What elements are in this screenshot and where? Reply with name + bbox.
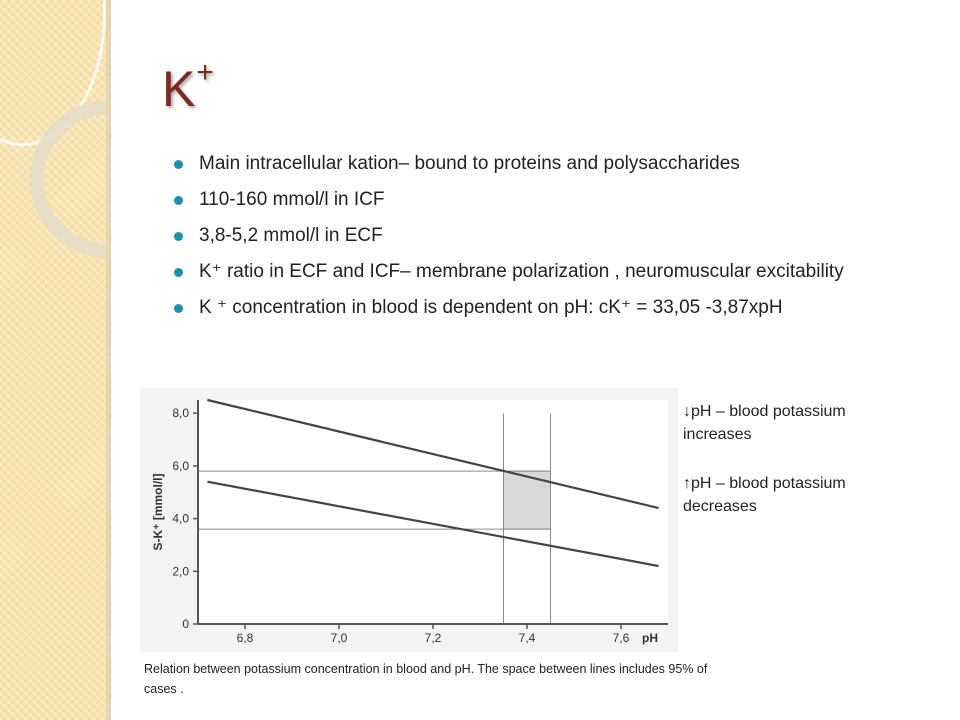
bullet-item: 3,8-5,2 mmol/l in ECF	[170, 222, 910, 249]
y-tick-label: 6,0	[172, 458, 189, 473]
bullet-item: K ⁺ concentration in blood is dependent on pH: cK⁺ = 33,05 -3,87xpH	[170, 294, 910, 321]
x-tick-label: 7,6	[612, 631, 630, 645]
x-tick-label: 7,4	[518, 631, 536, 645]
plot-area	[198, 400, 668, 624]
y-tick-label: 0	[182, 617, 189, 631]
bullet-list	[170, 150, 910, 330]
x-axis-label: pH	[642, 631, 658, 645]
y-tick-label: 8,0	[172, 406, 189, 421]
title-text: K	[162, 61, 197, 117]
y-tick-label: 4,0	[172, 511, 189, 526]
bullet-item: K⁺ ratio in ECF and ICF– membrane polarization , neuromuscular excitability	[170, 258, 910, 285]
decorative-side-strip	[0, 0, 106, 720]
chart-caption: Relation between potassium concentration in blood and pH. The space between lines includes 95% of cases .	[144, 662, 708, 696]
bullet-item: Main intracellular kation– bound to proteins and polysaccharides	[170, 150, 910, 177]
x-tick-label: 7,0	[330, 631, 348, 645]
y-tick-label: 2,0	[172, 564, 189, 579]
bullet-item: 110-160 mmol/l in ICF	[170, 186, 910, 213]
title-superscript: +	[196, 56, 215, 90]
note-ph-increase: ↑pH – blood potassium decreases	[683, 475, 846, 515]
x-tick-label: 6,8	[236, 631, 254, 645]
y-axis-label: S-K⁺ [mmol/l]	[151, 473, 165, 551]
slide-title	[162, 56, 215, 118]
x-tick-label: 7,2	[424, 631, 442, 645]
strip-divider	[106, 0, 111, 720]
potassium-ph-chart	[140, 388, 678, 652]
side-notes	[683, 400, 898, 544]
note-ph-decrease: ↓pH – blood potassium increases	[683, 403, 846, 443]
